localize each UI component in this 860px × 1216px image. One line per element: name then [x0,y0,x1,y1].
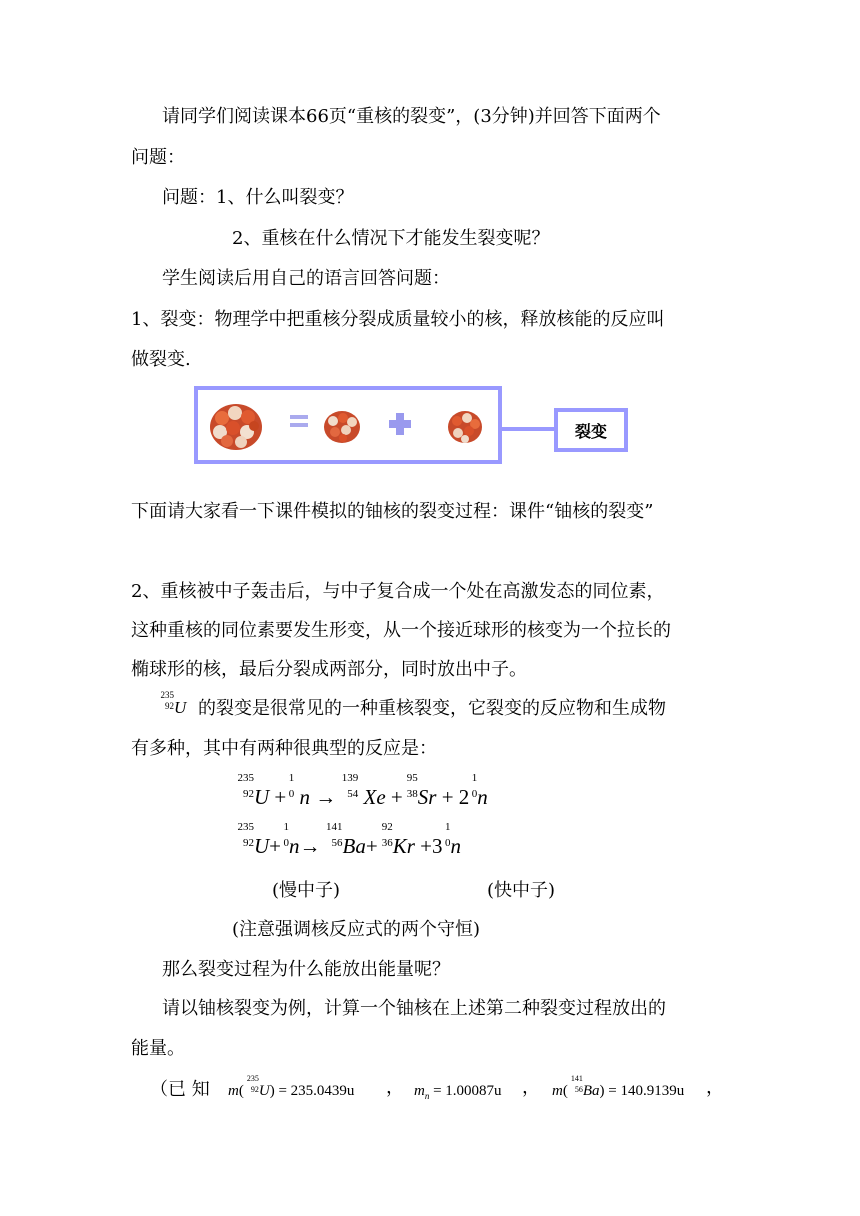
courseware-note: 下面请大家看一下课件模拟的铀核的裂变过程：课件“铀核的裂变” [131,501,654,522]
question-1: 问题：1、什么叫裂变？ [162,187,354,208]
mass-u235: m( 235 92 U) = 235.0439u [228,1074,355,1099]
u235-symbol: 235 92 U [160,690,187,717]
calc-line1: 请以铀核裂变为例，计算一个铀核在上述第二种裂变过程放出的 [162,998,666,1019]
medium-nucleus-icon [323,410,361,444]
answer-1-line1: 1、裂变：物理学中把重核分裂成质量较小的核，释放核能的反应叫 [131,309,665,330]
para-intro-line1: 请同学们阅读课本66页“重核的裂变”，(3分钟)并回答下面两个 [162,106,661,127]
calc-line2: 能量。 [131,1038,185,1059]
answer-2-line3: 椭球形的核，最后分裂成两部分，同时放出中子。 [131,659,527,680]
u235-line1: 的裂变是很常见的一种重核裂变，它裂变的反应物和生成物 [198,698,666,719]
slow-neutron-label: (慢中子) [272,880,341,901]
mass-neutron: $m_n = 1.00087u$ [414,1083,502,1101]
fast-neutron-label: (快中子) [487,880,556,901]
answer-1-line2: 做裂变. [131,349,191,370]
equals-icon [290,412,308,430]
large-nucleus-icon [208,402,264,452]
reaction-equation-1: 235 92 U + 1 0 n → 139 54 Xe + 95 38 Sr + 2 1 0 n [237,772,488,809]
reaction-equation-2: 235 92 U+ 1 0 n→ 141 56 Ba+ 92 36 Kr +3 1 0 n [237,821,461,858]
para-intro-line2: 问题： [131,147,185,168]
energy-question: 那么裂变过程为什么能放出能量呢？ [162,959,450,980]
comma-2: ， [522,1077,540,1098]
answer-2-line2: 这种重核的同位素要发生形变，从一个接近球形的核变为一个拉长的 [131,620,671,641]
student-instruction: 学生阅读后用自己的语言回答问题： [162,268,450,289]
plus-icon [389,413,411,435]
diagram-connector [498,427,554,431]
fission-label: 裂变 [554,408,628,452]
comma-1: ， [386,1077,404,1098]
u235-line2: 有多种，其中有两种很典型的反应是： [131,738,437,759]
answer-2-line1: 2、重核被中子轰击后，与中子复合成一个处在高激发态的同位素， [131,581,665,602]
conservation-note: (注意强调核反应式的两个守恒) [232,919,481,940]
mass-ba141: m( 141 56 Ba) = 140.9139u [552,1074,685,1099]
small-nucleus-icon [447,410,483,444]
comma-3: ， [706,1077,724,1098]
question-2: 2、重核在什么情况下才能发生裂变呢？ [232,228,550,249]
given-label: （已 知 [150,1079,210,1100]
